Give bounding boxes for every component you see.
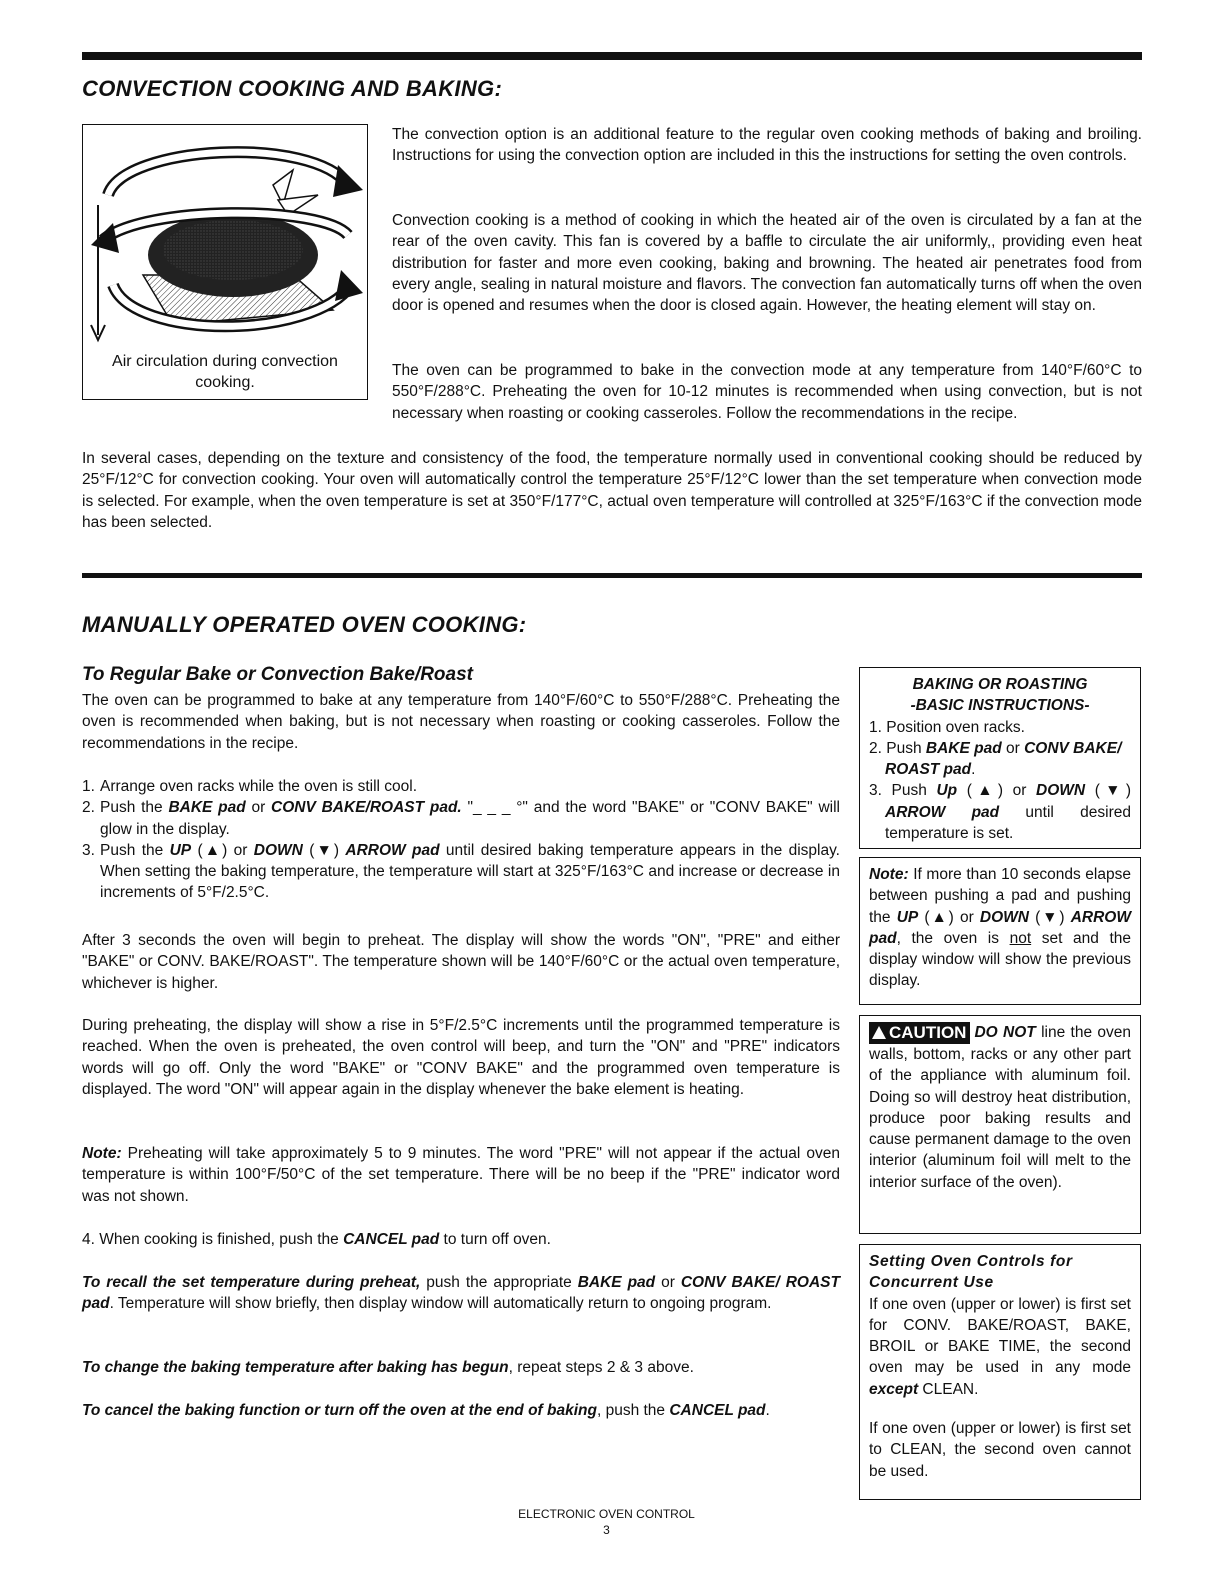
recall-conv-pad: CONV BAKE/ ROAST pad xyxy=(82,1274,840,1313)
note-box-down: DOWN xyxy=(979,908,1029,926)
convection-description-paragraph: Convection cooking is a method of cooking in which the heated air of the oven is circulated by a fan at the rear of the oven cavity. This fan is covered by a baffle to circulate the air uniformly,, providing even heat distribution for faster and more even cooking, baking and browning. The heated air penetrates food from every angle, sealing in natural moisture and flavors. The convection fan automatically turns off when the oven door is opened and resumes when the door is closed again. However, the heating element will stay on. xyxy=(392,212,1142,315)
change-temp-paragraph xyxy=(82,1357,840,1378)
concurrent-except: except xyxy=(869,1380,919,1398)
note-box-arrow: (▼) xyxy=(1029,908,1071,926)
cancel-paragraph xyxy=(82,1400,840,1421)
basic-step-2-end: . xyxy=(971,761,976,779)
basic-instructions-box xyxy=(859,667,1141,849)
conv-bake-pad-label: CONV BAKE/ROAST pad. xyxy=(271,799,462,817)
recall-paragraph xyxy=(82,1272,840,1315)
step-3-or: (▲) or xyxy=(191,841,254,859)
basic-down: DOWN xyxy=(1036,782,1086,800)
concurrent-title: Setting Oven Controls for Concurrent Use xyxy=(869,1253,1073,1292)
step-1-text: Arrange oven racks while the oven is still cool. xyxy=(100,778,418,795)
warning-triangle-icon xyxy=(872,1026,886,1039)
cancel-pad-label: CANCEL pad xyxy=(343,1231,440,1248)
step-2 xyxy=(82,797,840,840)
top-rule xyxy=(82,52,1142,60)
basic-box-title-2: -BASIC INSTRUCTIONS- xyxy=(910,697,1090,715)
recall-bake-pad: BAKE pad xyxy=(577,1274,656,1291)
basic-step-1: 1. Position oven racks. xyxy=(869,718,1025,736)
caution-label: CAUTION xyxy=(889,1023,967,1042)
recall-text: push the appropriate xyxy=(420,1274,578,1291)
basic-step-3 xyxy=(869,780,1131,844)
up-label: UP xyxy=(169,841,192,859)
caution-box xyxy=(859,1015,1141,1234)
step-1-number: 1. xyxy=(82,778,95,795)
convection-intro-paragraph: The convection option is an additional feature to the regular oven cooking methods of baking and broiling. Instructions for using the convection option are included in this the instructions for setting the oven controls. xyxy=(392,126,1142,165)
step-3-down-arrow: (▼) xyxy=(302,841,346,859)
preheat-paragraph: After 3 seconds the oven will begin to preheat. The display will show the words "ON", "PRE" and either "BAKE" or CONV. BAKE/ROAST". The temperature shown will be 140°F/60°C or the actual oven temperature, whichever is higher. xyxy=(82,932,840,992)
bake-intro-paragraph: The oven can be programmed to bake at any temperature from 140°F/60°C to 550°F/288°C. Preheating the oven is recommended when baking, but is not necessary when roasting or cooking casseroles. Follow the recommendations in the recipe. xyxy=(82,692,840,752)
step-2-number: 2. xyxy=(82,799,95,817)
figure-caption: Air circulation during convection cooking. xyxy=(112,353,338,391)
basic-step-3-or: (▲) or xyxy=(957,782,1037,800)
concurrent-p1-a: If one oven (upper or lower) is first set for CONV. BAKE/ROAST, BAKE, BROIL or BAKE TIME, the second oven may be used in any mode xyxy=(869,1295,1131,1377)
concurrent-use-box xyxy=(859,1244,1141,1500)
note-text: Preheating will take approximately 5 to 9 minutes. The word "PRE" will not appear if the actual oven temperature is within 100°F/50°C of the set temperature. There will be no beep if the "PRE" indicator word was not shown. xyxy=(82,1145,840,1205)
page-number: 3 xyxy=(603,1523,610,1537)
basic-step-2 xyxy=(869,738,1131,781)
basic-step-3-end: until desired temperature is set. xyxy=(885,803,1131,843)
step-2-or: or xyxy=(245,799,272,817)
note-label: Note: xyxy=(82,1145,122,1162)
cancel-pad-label-2: CANCEL pad xyxy=(669,1402,766,1419)
recall-rest: . Temperature will show briefly, then display window will automatically return to ongoing program. xyxy=(109,1295,772,1313)
step-2-text: Push the xyxy=(100,799,169,817)
note-box-arrow-pad: ARROW pad xyxy=(869,908,1131,947)
note-box-not: not xyxy=(1009,929,1032,947)
preheat-note xyxy=(82,1143,840,1207)
cancel-end: . xyxy=(765,1402,770,1419)
recall-or: or xyxy=(655,1274,681,1291)
caution-text: line the oven walls, bottom, racks or any other part of the appliance with aluminum foil. Doing so will destroy heat distribution, produce poor baking results and cause permanent damage to the oven interior (aluminum foil will melt to the interior surface of the oven). xyxy=(869,1024,1131,1191)
basic-step-2-or: or xyxy=(1001,739,1025,757)
basic-up: Up xyxy=(936,782,958,800)
step-4-rest: to turn off oven. xyxy=(439,1231,551,1248)
basic-bake-pad: BAKE pad xyxy=(925,739,1002,757)
convection-reduction-paragraph: In several cases, depending on the texture and consistency of the food, the temperature normally used in conventional cooking should be reduced by 25°F/12°C for convection cooking. Your oven will automatically control the temperature 25°F/12°C lower than the set temperature when convection mode is selected. For example, when the oven temperature is set at 350°F/177°C, actual oven temperature will controlled at 325°F/163°C if the convection mode has been selected. xyxy=(82,450,1142,531)
step-3-number: 3. xyxy=(82,841,95,859)
air-circulation-illustration xyxy=(83,125,367,351)
step-3 xyxy=(82,840,840,904)
convection-figure xyxy=(82,124,368,400)
recall-heading: To recall the set temperature during preheat, xyxy=(82,1274,421,1291)
step-4 xyxy=(82,1229,840,1250)
step-1 xyxy=(82,776,840,797)
basic-conv-pad: CONV BAKE/ ROAST pad xyxy=(885,739,1122,779)
note-box-a: If more than 10 seconds elapse between pushing a pad and pushing the xyxy=(869,866,1131,926)
step-3-text: Push the xyxy=(100,841,170,859)
note-box-label: Note: xyxy=(869,866,909,883)
concurrent-p1-c: CLEAN. xyxy=(918,1380,979,1398)
arrow-pad-label: ARROW pad xyxy=(345,841,440,859)
basic-down-arrow: (▼) xyxy=(1085,782,1131,800)
down-label: DOWN xyxy=(253,841,303,859)
basic-step-2-a: 2. Push xyxy=(869,739,926,757)
section-title-manual: MANUALLY OPERATED OVEN COOKING: xyxy=(82,612,527,637)
cancel-heading: To cancel the baking function or turn off the oven at the end of baking xyxy=(82,1402,597,1419)
cancel-text: , push the xyxy=(596,1402,670,1419)
concurrent-p1 xyxy=(869,1294,1131,1400)
basic-box-title-1: BAKING OR ROASTING xyxy=(912,676,1088,693)
step-2-rest: "_ _ _ °" and the word "BAKE" or "CONV BAKE" will glow in the display. xyxy=(100,799,840,838)
caution-badge xyxy=(869,1022,970,1044)
footer-title: ELECTRONIC OVEN CONTROL xyxy=(518,1507,695,1521)
basic-arrow-pad: ARROW pad xyxy=(885,803,1000,821)
note-box xyxy=(859,857,1141,1005)
convection-temperature-paragraph: The oven can be programmed to bake in the convection mode at any temperature from 140°F/60°C to 550°F/288°C. Preheating the oven for 10-12 minutes is recommended when using convection, but is not necessary when roasting or cooking casseroles. Follow the recommendations in the recipe. xyxy=(392,362,1142,422)
during-preheat-paragraph: During preheating, the display will show a rise in 5°F/2.5°C increments until the programmed temperature is reached. When the oven is preheated, the oven control will beep, and turn the "ON" and "PRE" indicators words will go off. Only the word "BAKE" or "CONV BAKE" and the programmed oven temperature is displayed. The word "ON" will appear again in the display whenever the bake element is heating. xyxy=(82,1017,840,1098)
section-divider-rule xyxy=(82,573,1142,578)
step-3-rest: until desired baking temperature appears in the display. When setting the baking temperature, the temperature will start at 325°F/163°C and increase or decrease in increments of 5°F/2.5°C. xyxy=(100,841,840,902)
bake-pad-label: BAKE pad xyxy=(168,799,246,817)
concurrent-p2: If one oven (upper or lower) is first set to CLEAN, the second oven cannot be used. xyxy=(869,1420,1131,1480)
section-title-convection: CONVECTION COOKING AND BAKING: xyxy=(82,76,503,101)
change-heading: To change the baking temperature after baking has begun xyxy=(82,1359,509,1376)
subsection-title-bake: To Regular Bake or Convection Bake/Roast xyxy=(82,664,474,685)
note-box-end: set and the display window will show the previous display. xyxy=(869,929,1131,990)
basic-step-3-a: 3. Push xyxy=(869,782,937,800)
step-4-text: 4. When cooking is finished, push the xyxy=(82,1231,344,1248)
note-box-up: UP xyxy=(896,908,919,926)
caution-do-not: DO NOT xyxy=(974,1024,1036,1041)
bake-steps-list xyxy=(82,776,840,904)
change-text: , repeat steps 2 & 3 above. xyxy=(508,1359,694,1376)
note-box-g: , the oven is xyxy=(896,929,1010,947)
note-box-or: (▲) or xyxy=(918,908,980,926)
